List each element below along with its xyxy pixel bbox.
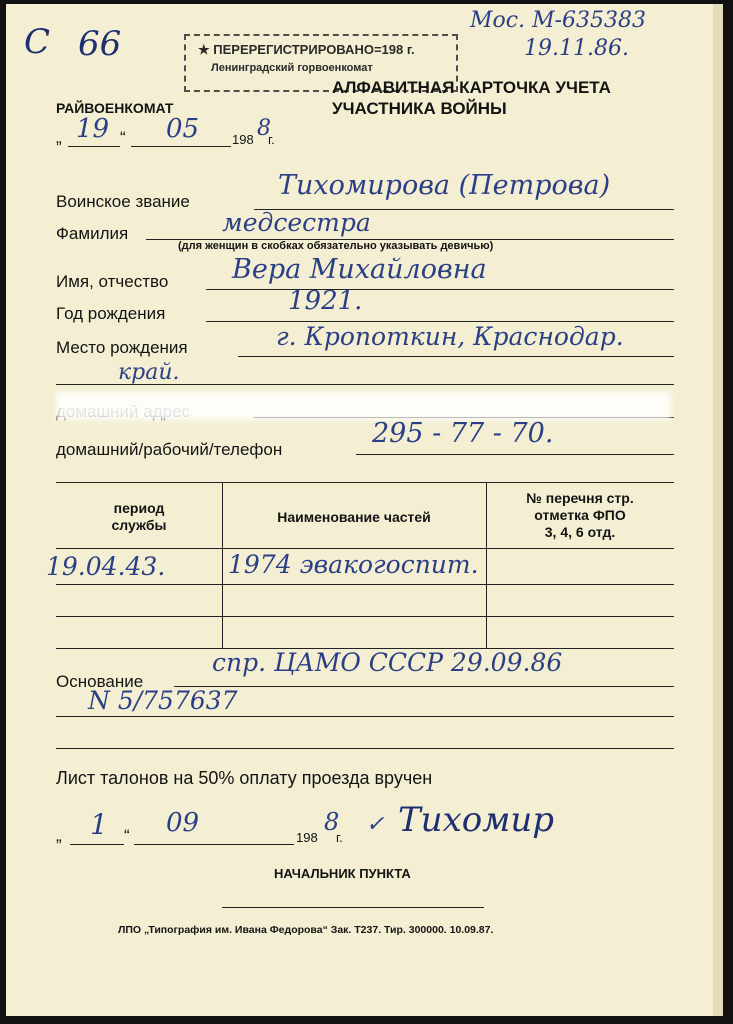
birth-place-line1 bbox=[238, 356, 674, 357]
basis-label: Основание bbox=[56, 672, 144, 691]
col1-header-line1: период bbox=[113, 500, 165, 516]
rank-label: Воинское звание bbox=[56, 192, 190, 211]
signature: Тихомир bbox=[398, 800, 555, 840]
date-day-line bbox=[68, 146, 120, 147]
table-header-line bbox=[56, 548, 674, 549]
rank-value: Тихомирова (Петрова) bbox=[278, 170, 611, 201]
col3-header-line1: № перечня стр. bbox=[526, 490, 634, 506]
row1-period: 19.04.43. bbox=[46, 552, 166, 581]
signature-line bbox=[222, 907, 484, 908]
surname-label: Фамилия bbox=[56, 224, 129, 243]
stamp-line2: Ленинградский горвоенкомат bbox=[211, 62, 373, 74]
coupons-month: 09 bbox=[166, 808, 200, 838]
table-row2-line bbox=[56, 616, 674, 617]
coupons-day-line bbox=[70, 844, 124, 845]
phone-value: 295 - 77 - 70. bbox=[372, 418, 554, 449]
birth-place-line2 bbox=[56, 384, 674, 385]
phone-label: домашний/рабочий/телефон bbox=[56, 440, 283, 459]
basis-line1 bbox=[174, 686, 674, 687]
card-edge bbox=[713, 4, 723, 1016]
date-month-line bbox=[131, 146, 231, 147]
corner-code: С bbox=[24, 22, 51, 62]
col2-header: Наименование частей bbox=[277, 509, 431, 525]
basis-value2: N 5/757637 bbox=[88, 686, 238, 715]
coupons-text: Лист талонов на 50% оплату проезда вручен bbox=[56, 768, 433, 788]
basis-line3 bbox=[56, 748, 674, 749]
office-label: РАЙВОЕНКОМАТ bbox=[56, 100, 174, 116]
basis-value1: спр. ЦАМО СССР 29.09.86 bbox=[212, 648, 563, 677]
coupons-month-line bbox=[134, 844, 294, 845]
birth-place-value2: край. bbox=[118, 360, 180, 385]
coupons-year-prefix: 198 bbox=[296, 830, 318, 845]
basis-line2 bbox=[56, 716, 674, 717]
date-quote-open: „ bbox=[56, 128, 62, 147]
date-year-end: г. bbox=[268, 132, 275, 147]
surname-note: (для женщин в скобках обязательно указывать девичью) bbox=[178, 240, 494, 252]
birth-year-label: Год рождения bbox=[56, 304, 166, 323]
coupons-quote-close: “ bbox=[124, 826, 130, 845]
print-footer: ЛПО „Типография им. Ивана Федорова“ Зак. Т237. Тир. 300000. 10.09.87. bbox=[118, 924, 494, 936]
date-day: 19 bbox=[76, 114, 110, 144]
coupons-year-suffix: 8 bbox=[324, 808, 340, 836]
col1-header-line2: службы bbox=[111, 517, 167, 533]
record-card bbox=[6, 4, 723, 1016]
coupons-quote-open: „ bbox=[56, 826, 62, 845]
stamp-line1: ★ ПЕРЕРЕГИСТРИРОВАНО=198 г. bbox=[198, 42, 415, 57]
chief-label: НАЧАЛЬНИК ПУНКТА bbox=[274, 866, 411, 881]
top-note-line1: Мос. М-635383 bbox=[470, 8, 647, 33]
birth-year-value: 1921. bbox=[288, 286, 363, 316]
coupons-day: 1 bbox=[90, 808, 108, 841]
col3-header-line3: 3, 4, 6 отд. bbox=[544, 524, 616, 540]
birth-place-value1: г. Кропоткин, Краснодар. bbox=[276, 322, 624, 351]
surname-value: медсестра bbox=[222, 208, 371, 237]
date-quote-close: “ bbox=[120, 128, 126, 147]
name-line bbox=[206, 289, 674, 290]
coupons-check: ✓ bbox=[366, 812, 385, 837]
table-top-line bbox=[56, 482, 674, 483]
phone-line bbox=[356, 454, 674, 455]
table-col-divider-1 bbox=[222, 482, 223, 648]
redaction-blur bbox=[56, 392, 671, 420]
name-label: Имя, отчество bbox=[56, 272, 169, 291]
coupons-year-end: г. bbox=[336, 830, 343, 845]
card-title-line1: АЛФАВИТНАЯ КАРТОЧКА УЧЕТА bbox=[332, 78, 611, 97]
name-value: Вера Михайловна bbox=[232, 254, 487, 285]
corner-number: 66 bbox=[78, 24, 122, 64]
card-title-line2: УЧАСТНИКА ВОЙНЫ bbox=[332, 99, 507, 118]
top-note-line2: 19.11.86. bbox=[524, 36, 629, 61]
date-year-prefix: 198 bbox=[232, 132, 254, 147]
date-year-suffix: 8 bbox=[257, 116, 271, 141]
row1-unit: 1974 эвакогоспит. bbox=[228, 550, 479, 579]
table-row1-line bbox=[56, 584, 674, 585]
col3-header-line2: отметка ФПО bbox=[534, 507, 626, 523]
date-month: 05 bbox=[166, 114, 200, 144]
birth-place-label: Место рождения bbox=[56, 338, 188, 357]
